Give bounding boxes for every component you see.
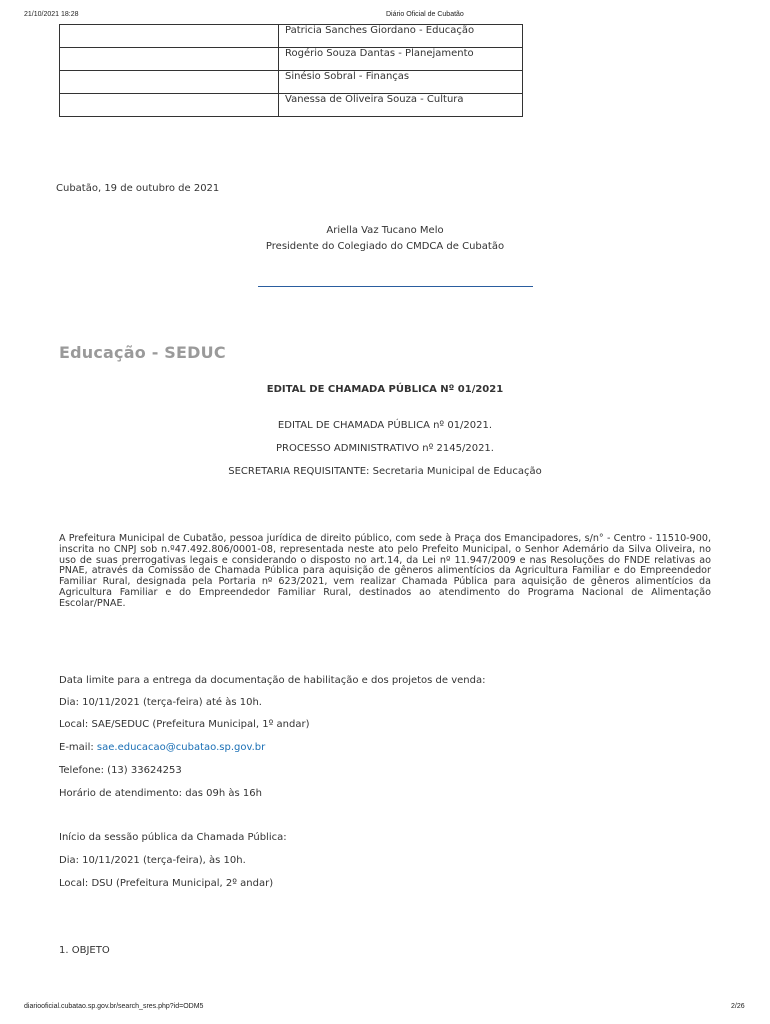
paragraph-line: inscrita no CNPJ sob n.º47.492.806/0001-08, representada neste ato pelo Prefeito Municipal, o Senhor Ademário da Silva Oliveira, no xyxy=(59,543,711,555)
table-cell: Patricia Sanches Giordano - Educação xyxy=(279,25,523,48)
objeto-heading: 1. OBJETO xyxy=(59,945,110,956)
paragraph-line: uso de suas prerrogativas legais e considerando o disposto no art.14, da Lei nº 11.947/2009 e nas Resoluções do FNDE relativas ao xyxy=(59,554,711,566)
session-local: Local: DSU (Prefeitura Municipal, 2º andar) xyxy=(59,878,274,889)
table-cell: Vanessa de Oliveira Souza - Cultura xyxy=(279,94,523,117)
table-cell xyxy=(60,94,279,117)
place-date: Cubatão, 19 de outubro de 2021 xyxy=(56,183,220,194)
table-cell: Rogério Souza Dantas - Planejamento xyxy=(279,48,523,71)
process-number: PROCESSO ADMINISTRATIVO nº 2145/2021. xyxy=(276,443,494,454)
signer-role: Presidente do Colegiado do CMDCA de Cubatão xyxy=(265,241,505,252)
signer-name: Ariella Vaz Tucano Melo xyxy=(326,225,444,236)
email-line xyxy=(59,742,265,753)
paragraph-line: Escolar/PNAE. xyxy=(59,597,126,609)
print-url: diariooficial.cubatao.sp.gov.br/search_sres.php?id=ODM5 xyxy=(24,1003,204,1010)
session-day: Dia: 10/11/2021 (terça-feira), às 10h. xyxy=(59,855,246,866)
phone: Telefone: (13) 33624253 xyxy=(59,765,182,776)
table-row xyxy=(60,25,523,48)
paragraph-line: PNAE, através da Comissão de Chamada Pública para aquisição de gêneros alimentícios da Agricultura Familiar e do Empreendedor xyxy=(59,565,711,577)
service-hours: Horário de atendimento: das 09h às 16h xyxy=(59,788,262,799)
edital-heading: EDITAL DE CHAMADA PÚBLICA Nº 01/2021 xyxy=(266,384,504,395)
body-paragraph xyxy=(59,534,711,610)
print-title: Diário Oficial de Cubatão xyxy=(386,11,464,18)
session-intro: Início da sessão pública da Chamada Pública: xyxy=(59,832,287,843)
separator-rule xyxy=(258,286,533,287)
members-table xyxy=(59,24,523,117)
deadline-intro: Data limite para a entrega da documentação de habilitação e dos projetos de venda: xyxy=(59,675,486,686)
deadline-day: Dia: 10/11/2021 (terça-feira) até às 10h. xyxy=(59,697,262,708)
email-link[interactable]: sae.educacao@cubatao.sp.gov.br xyxy=(96,742,266,753)
table-row xyxy=(60,71,523,94)
deadline-local: Local: SAE/SEDUC (Prefeitura Municipal, 1º andar) xyxy=(59,719,310,730)
table-cell xyxy=(60,48,279,71)
email-label: E-mail: xyxy=(59,742,97,753)
table-row xyxy=(60,94,523,117)
table-cell xyxy=(60,71,279,94)
page-number: 2/26 xyxy=(731,1003,745,1010)
print-datetime: 21/10/2021 18:28 xyxy=(24,11,79,18)
table-cell xyxy=(60,25,279,48)
paragraph-line: A Prefeitura Municipal de Cubatão, pessoa jurídica de direito público, com sede à Praça dos Emancipadores, s/n° - Centro - 11510-900, xyxy=(59,533,711,544)
requesting-secretariat: SECRETARIA REQUISITANTE: Secretaria Municipal de Educação xyxy=(228,466,542,477)
edital-number: EDITAL DE CHAMADA PÚBLICA nº 01/2021. xyxy=(277,420,493,431)
section-title: Educação - SEDUC xyxy=(59,343,226,362)
table-cell: Sinésio Sobral - Finanças xyxy=(279,71,523,94)
table-row xyxy=(60,48,523,71)
paragraph-line: Familiar Rural, designada pela Portaria nº 623/2021, vem realizar Chamada Pública para aquisição de gêneros alimentícios da xyxy=(59,576,711,588)
paragraph-line: Agricultura Familiar e do Empreendedor Familiar Rural, destinados ao atendimento do Programa Nacional de Alimentação xyxy=(59,586,711,598)
